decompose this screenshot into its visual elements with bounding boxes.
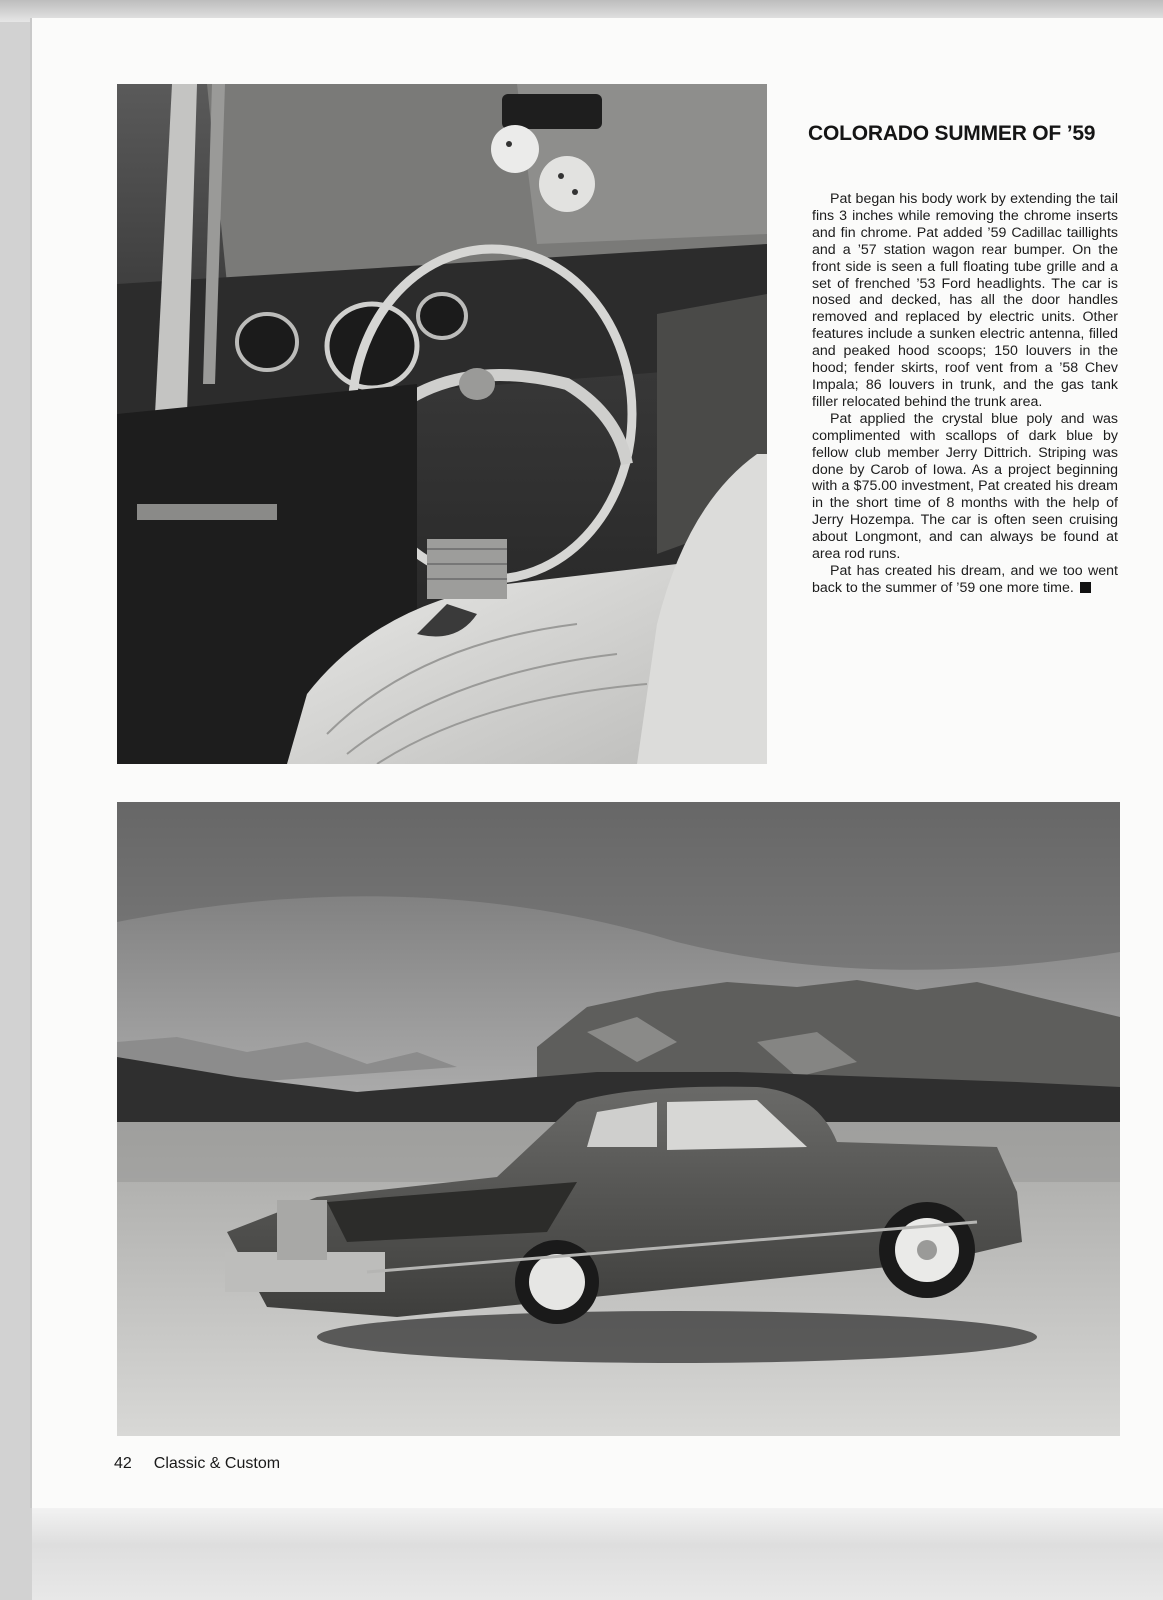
page-bottom-margin bbox=[32, 1508, 1163, 1600]
custom-car-landscape-photo bbox=[117, 802, 1120, 1436]
publication-name: Classic & Custom bbox=[153, 1455, 281, 1472]
article-paragraph-3 bbox=[812, 563, 1118, 597]
car-photo-illustration bbox=[117, 802, 1120, 1436]
article-paragraph-2: Pat applied the crystal blue poly and was complimented with scallops of dark blue by fellow club member Jerry Dittrich. Striping was done by Carob of Iowa. As a project beginning with a $75.00 investment, Pat created his dream in the short time of 8 months with the help of Jerry Hozempa. The car is often seen cruising about Longmont, and can always be found at area rod runs. bbox=[812, 410, 1118, 563]
end-mark-icon bbox=[1080, 582, 1091, 593]
page-number: 42 bbox=[114, 1455, 132, 1472]
interior-photo-illustration bbox=[117, 84, 767, 764]
article-paragraph-3-text: Pat has created his dream, and we too went back to the summer of ’59 one more time. bbox=[812, 562, 1118, 596]
article-paragraph-1: Pat began his body work by extending the tail fins 3 inches while removing the chrome inserts and fin chrome. Pat added ’59 Cadillac taillights and a ’57 station wagon rear bumper. On the front side is seen a full floating tube grille and a set of frenched ’53 Ford headlights. The car is nosed and decked, has all the door handles removed and replaced by electric units. Other features include a sunken electric antenna, filled and peaked hood scoops; 150 louvers in the hood; fender skirts, roof vent from a ’58 Chev Impala; 86 louvers in trunk, and the gas tank filler relocated behind the trunk area. bbox=[812, 191, 1118, 410]
article-headline: COLORADO SUMMER OF ’59 bbox=[808, 122, 1096, 145]
interior-dashboard-photo bbox=[117, 84, 767, 764]
page-footer bbox=[114, 1455, 280, 1473]
article-body bbox=[812, 191, 1118, 597]
